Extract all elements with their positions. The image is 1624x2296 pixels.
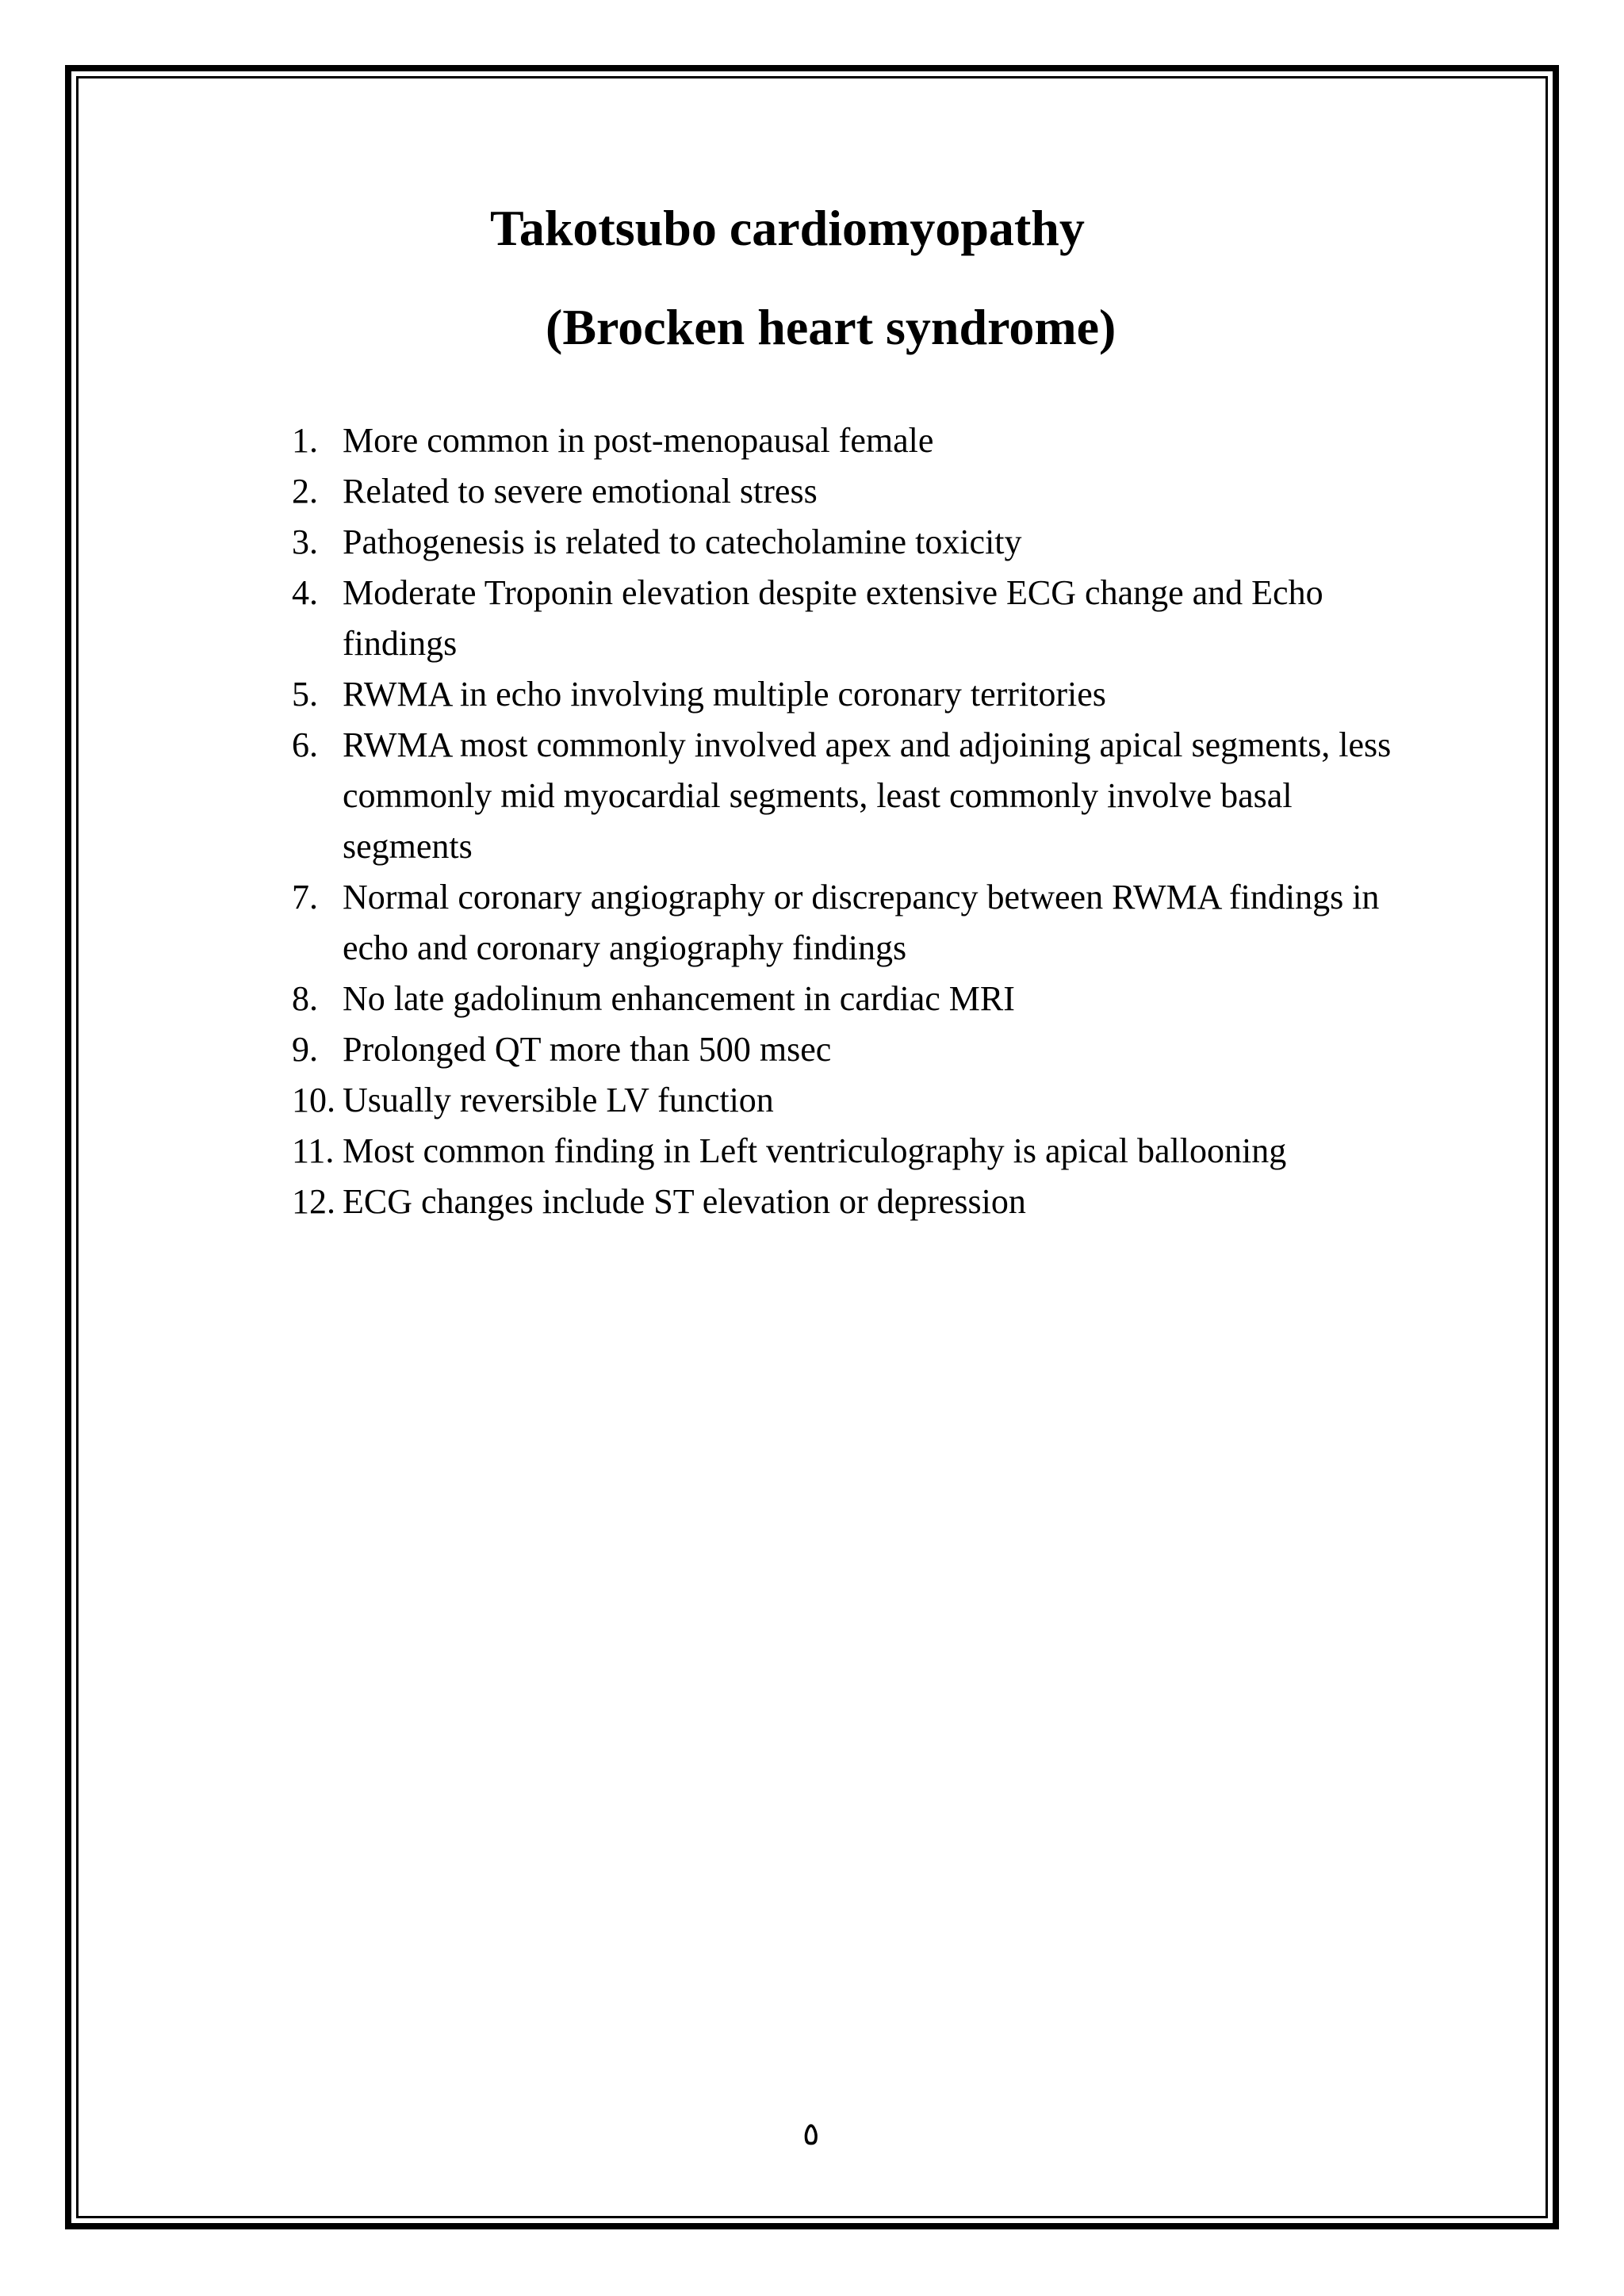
item-text: RWMA in echo involving multiple coronary territories (343, 675, 1106, 714)
item-number: 3. (292, 522, 318, 561)
list-item (292, 669, 1418, 720)
item-number: 10. (292, 1081, 335, 1119)
list-item (292, 974, 1418, 1024)
list-item (292, 517, 1418, 568)
item-number: 1. (292, 421, 318, 460)
list-item (292, 1024, 1418, 1075)
list-item (292, 720, 1418, 872)
item-text: Pathogenesis is related to catecholamine toxicity (343, 522, 1022, 561)
item-number: 6. (292, 725, 318, 764)
item-number: 7. (292, 878, 318, 916)
list-item (292, 1126, 1418, 1177)
list-item (292, 568, 1418, 669)
item-text: Prolonged QT more than 500 msec (343, 1030, 832, 1069)
item-text: RWMA most commonly involved apex and adjoining apical segments, less commonly mid myocardial segments, least commonly involve basal segments (343, 725, 1392, 866)
page-subtitle: (Brocken heart syndrome) (546, 299, 1116, 355)
list-item (292, 415, 1418, 466)
item-number: 8. (292, 979, 318, 1018)
item-number: 9. (292, 1030, 318, 1069)
item-text: No late gadolinum enhancement in cardiac MRI (343, 979, 1015, 1018)
item-text: Most common finding in Left ventriculography is apical ballooning (343, 1131, 1287, 1170)
item-text: ECG changes include ST elevation or depression (343, 1182, 1026, 1221)
item-text: Usually reversible LV function (343, 1081, 774, 1119)
item-text: More common in post-menopausal female (343, 421, 934, 460)
item-text: Normal coronary angiography or discrepancy between RWMA findings in echo and coronary angiography findings (343, 878, 1380, 967)
list-item (292, 1075, 1418, 1126)
item-number: 5. (292, 675, 318, 714)
item-number: 4. (292, 573, 318, 612)
item-text: Related to severe emotional stress (343, 472, 818, 511)
page-title: Takotsubo cardiomyopathy (490, 200, 1085, 256)
findings-list (292, 415, 1418, 1227)
item-text: Moderate Troponin elevation despite extensive ECG change and Echo findings (343, 573, 1323, 663)
list-item (292, 872, 1418, 974)
item-number: 11. (292, 1131, 335, 1170)
item-number: 2. (292, 472, 318, 511)
list-item (292, 466, 1418, 517)
list-item (292, 1177, 1418, 1227)
item-number: 12. (292, 1182, 335, 1221)
page-number: ٥ (802, 2116, 820, 2152)
